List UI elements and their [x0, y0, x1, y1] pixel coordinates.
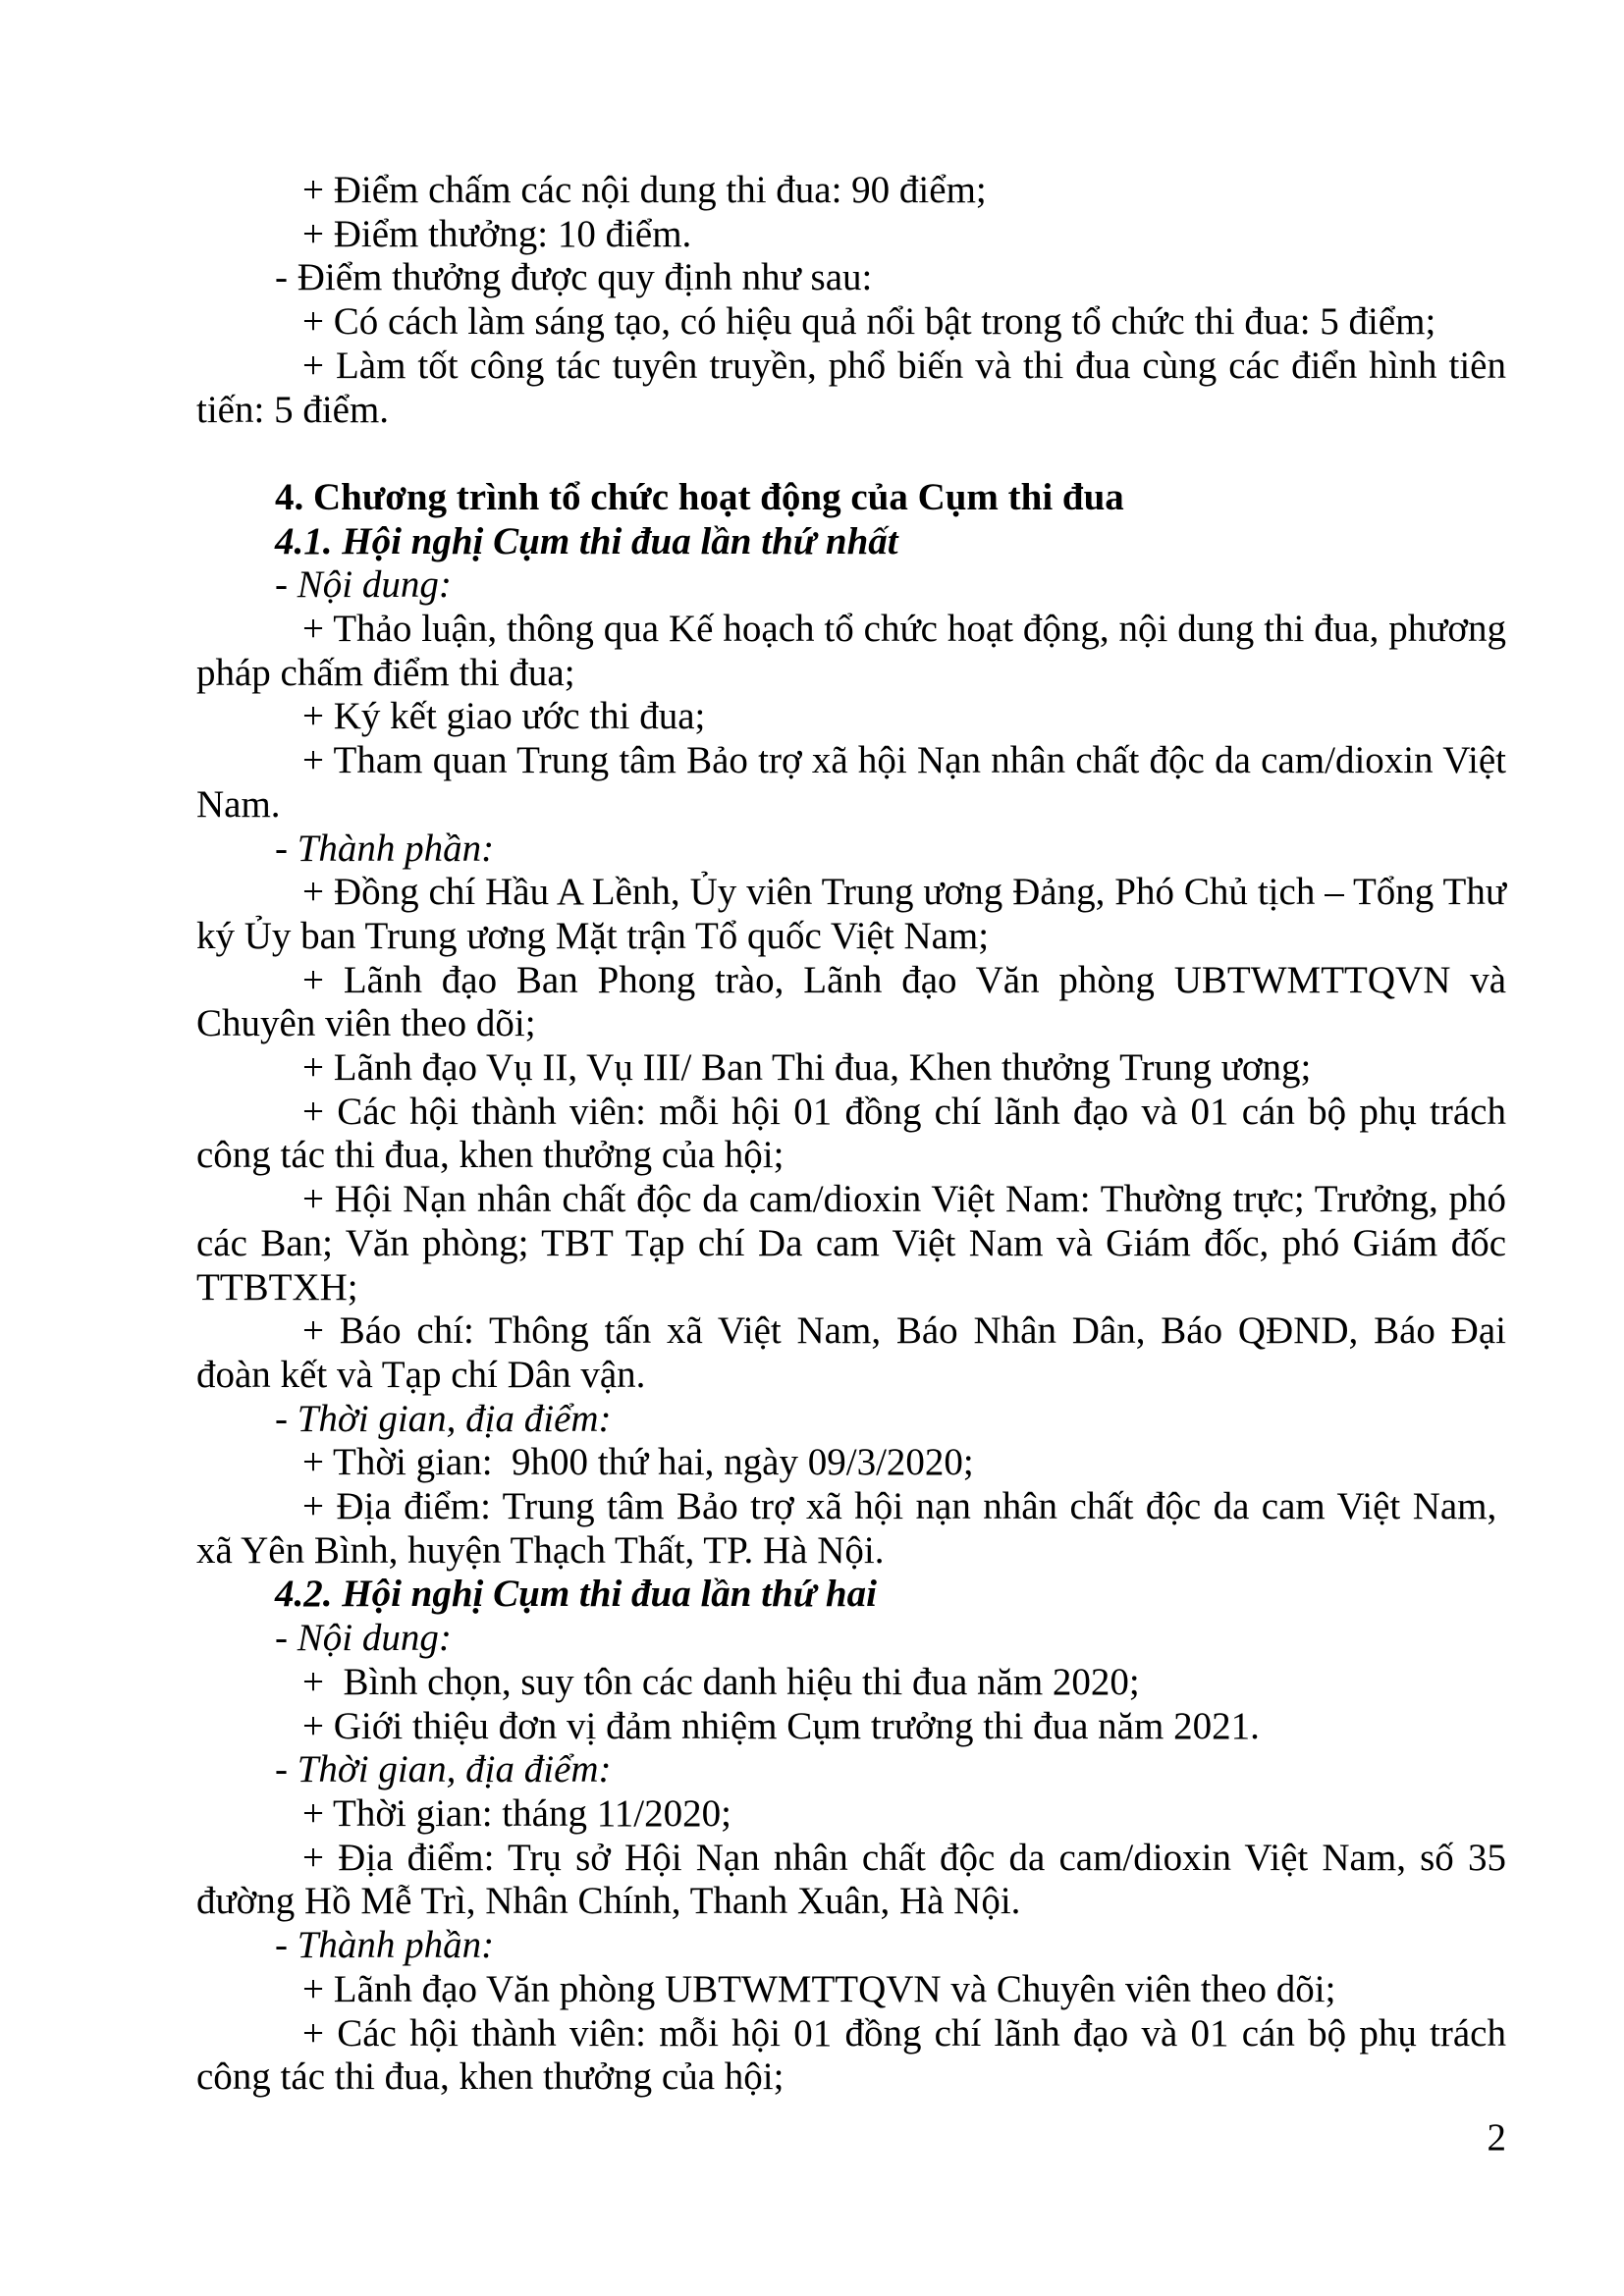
paragraph: + Thảo luận, thông qua Kế hoạch tổ chức hoạt động, nội dung thi đua, phương pháp chấm điểm thi đua;: [196, 608, 1506, 694]
paragraph: + Các hội thành viên: mỗi hội 01 đồng chí lãnh đạo và 01 cán bộ phụ trách công tác thi đua, khen thưởng của hội;: [196, 1090, 1506, 1177]
paragraph: + Hội Nạn nhân chất độc da cam/dioxin Việt Nam: Thường trực; Trưởng, phó các Ban; Văn phòng; TBT Tạp chí Da cam Việt Nam và Giám đốc, phó Giám đốc TTBTXH;: [196, 1178, 1506, 1308]
paragraph: + Ký kết giao ước thi đua;: [302, 695, 706, 738]
paragraph: + Địa điểm: Trụ sở Hội Nạn nhân chất độc da cam/dioxin Việt Nam, số 35 đường Hồ Mễ Trì, Nhân Chính, Thanh Xuân, Hà Nội.: [196, 1836, 1506, 1923]
paragraph: + Thời gian: tháng 11/2020;: [302, 1792, 731, 1835]
paragraph: + Điểm chấm các nội dung thi đua: 90 điểm;: [302, 169, 987, 211]
paragraph: + Giới thiệu đơn vị đảm nhiệm Cụm trưởng thi đua năm 2021.: [302, 1704, 1260, 1747]
paragraph: + Có cách làm sáng tạo, có hiệu quả nổi bật trong tổ chức thi đua: 5 điểm;: [302, 300, 1436, 344]
paragraph: + Lãnh đạo Vụ II, Vụ III/ Ban Thi đua, Khen thưởng Trung ương;: [302, 1046, 1312, 1090]
paragraph: + Điểm thưởng: 10 điểm.: [302, 212, 692, 255]
paragraph: + Làm tốt công tác tuyên truyền, phổ biến và thi đua cùng các điển hình tiên tiến: 5 điểm.: [196, 344, 1506, 431]
paragraph: + Báo chí: Thông tấn xã Việt Nam, Báo Nhân Dân, Báo QĐND, Báo Đại đoàn kết và Tạp chí Dân vận.: [196, 1309, 1506, 1396]
paragraph: + Lãnh đạo Văn phòng UBTWMTTQVN và Chuyên viên theo dõi;: [302, 1967, 1336, 2010]
paragraph: - Thành phần:: [275, 1924, 495, 1967]
paragraph: + Tham quan Trung tâm Bảo trợ xã hội Nạn nhân chất độc da cam/dioxin Việt Nam.: [196, 739, 1506, 826]
document-body: [196, 169, 1506, 2100]
paragraph: - Nội dung:: [275, 563, 452, 607]
paragraph: 4. Chương trình tổ chức hoạt động của Cụm thi đua: [275, 475, 1124, 518]
paragraph: 4.1. Hội nghị Cụm thi đua lần thứ nhất: [275, 519, 898, 562]
paragraph: - Điểm thưởng được quy định như sau:: [275, 256, 873, 299]
paragraph: - Thời gian, địa điểm:: [275, 1397, 612, 1440]
paragraph: + Thời gian: 9h00 thứ hai, ngày 09/3/2020;: [302, 1441, 974, 1484]
paragraph: + Bình chọn, suy tôn các danh hiệu thi đua năm 2020;: [302, 1660, 1140, 1703]
paragraph: - Thời gian, địa điểm:: [275, 1748, 612, 1791]
blank-line: [196, 432, 1506, 476]
paragraph: - Nội dung:: [275, 1617, 452, 1660]
paragraph: - Thành phần:: [275, 827, 495, 870]
paragraph: + Các hội thành viên: mỗi hội 01 đồng chí lãnh đạo và 01 cán bộ phụ trách công tác thi đua, khen thưởng của hội;: [196, 2011, 1506, 2099]
paragraph: 4.2. Hội nghị Cụm thi đua lần thứ hai: [275, 1573, 877, 1616]
paragraph: + Lãnh đạo Ban Phong trào, Lãnh đạo Văn phòng UBTWMTTQVN và Chuyên viên theo dõi;: [196, 958, 1506, 1045]
page-number: 2: [1487, 2116, 1506, 2159]
paragraph: + Đồng chí Hầu A Lềnh, Ủy viên Trung ương Đảng, Phó Chủ tịch – Tổng Thư ký Ủy ban Trung ương Mặt trận Tổ quốc Việt Nam;: [196, 871, 1506, 957]
paragraph: + Địa điểm: Trung tâm Bảo trợ xã hội nạn nhân chất độc da cam Việt Nam, xã Yên Bình, huyện Thạch Thất, TP. Hà Nội.: [196, 1485, 1506, 1572]
